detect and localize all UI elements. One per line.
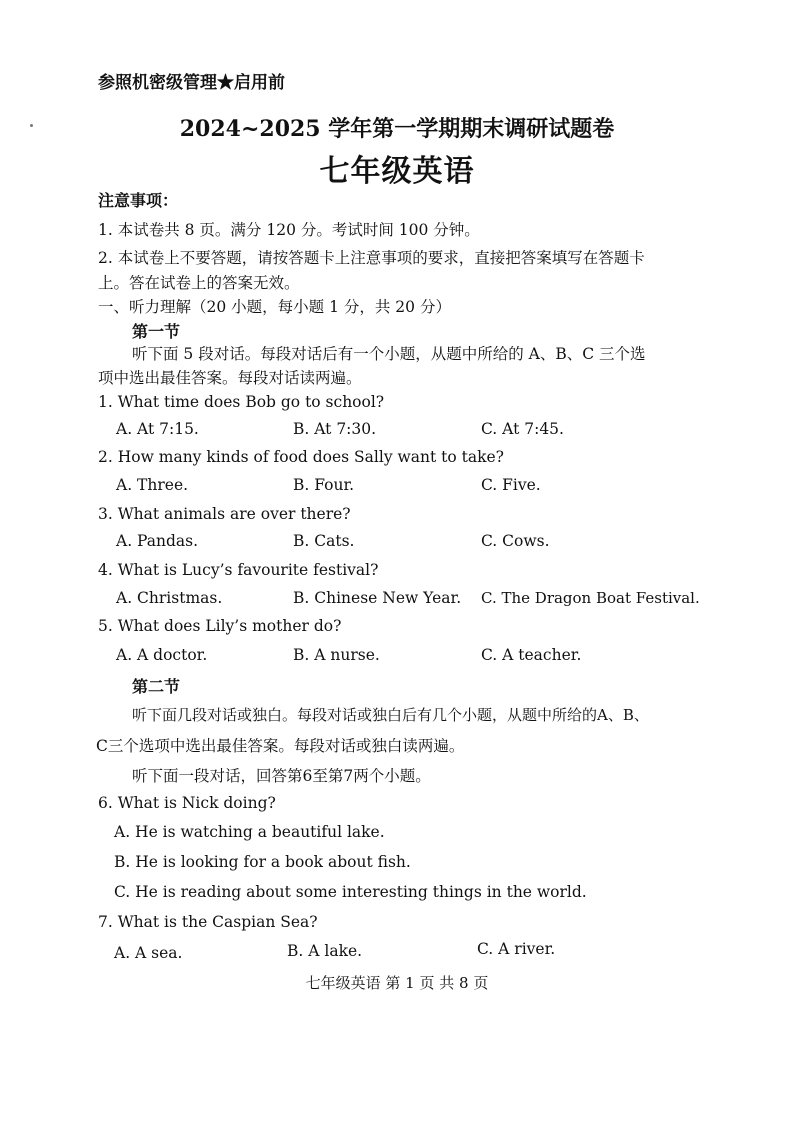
question-7-option-b: B. A lake.: [287, 942, 363, 960]
section2-title: 第二节: [132, 677, 181, 696]
question-1-option-b: B. At 7:30.: [293, 420, 377, 438]
question-1: 1. What time does Bob go to school?: [98, 393, 385, 411]
question-3-option-c: C. Cows.: [481, 532, 550, 550]
page-footer: 七年级英语 第 1 页 共 8 页: [305, 974, 489, 992]
notice-item-1: 1. 本试卷共 8 页。满分 120 分。考试时间 100 分钟。: [98, 221, 480, 239]
question-6-option-a: A. He is watching a beautiful lake.: [114, 823, 385, 841]
question-1-option-c: C. At 7:45.: [481, 420, 564, 438]
question-2-option-c: C. Five.: [481, 476, 541, 494]
notice-item-2-line-1: 2. 本试卷上不要答题，请按答题卡上注意事项的要求，直接把答案填写在答题卡: [98, 249, 645, 267]
question-3-option-b: B. Cats.: [293, 532, 355, 550]
notice-item-2-line-2: 上。答在试卷上的答案无效。: [98, 274, 300, 292]
section2-instruction-line-2: C三个选项中选出最佳答案。每段对话或独白读两遍。: [96, 737, 465, 755]
section1-title: 第一节: [132, 322, 181, 341]
question-6-option-b: B. He is looking for a book about fish.: [114, 853, 411, 871]
section1-instruction-line-1: 听下面 5 段对话。每段对话后有一个小题，从题中所给的 A、B、C 三个选: [132, 345, 646, 363]
question-5-option-b: B. A nurse.: [293, 646, 380, 664]
question-2-option-a: A. Three.: [116, 476, 189, 494]
question-1-option-a: A. At 7:15.: [116, 420, 199, 438]
section2-instruction-line-1: 听下面几段对话或独白。每段对话或独白后有几个小题，从题中所给的A、B、: [132, 706, 649, 724]
question-7-option-c: C. A river.: [477, 940, 556, 958]
question-5-option-c: C. A teacher.: [481, 646, 582, 664]
notice-heading: 注意事项：: [98, 191, 179, 210]
question-4-option-b: B. Chinese New Year.: [293, 589, 462, 607]
question-5: 5. What does Lily’s mother do?: [98, 617, 342, 635]
section1-instruction-line-2: 项中选出最佳答案。每段对话读两遍。: [98, 369, 362, 387]
question-7-option-a: A. A sea.: [114, 944, 183, 962]
question-2-option-b: B. Four.: [293, 476, 355, 494]
question-5-option-a: A. A doctor.: [116, 646, 208, 664]
question-6-option-c: C. He is reading about some interesting things in the world.: [114, 883, 587, 901]
question-4-option-a: A. Christmas.: [116, 589, 223, 607]
exam-subject-title: 七年级英语: [319, 154, 475, 189]
question-3: 3. What animals are over there?: [98, 505, 351, 523]
question-4: 4. What is Lucy’s favourite festival?: [98, 561, 379, 579]
section2-sub-instruction: 听下面一段对话，回答第6至第7两个小题。: [132, 767, 431, 785]
question-7: 7. What is the Caspian Sea?: [98, 913, 318, 931]
question-6: 6. What is Nick doing?: [98, 794, 276, 812]
question-3-option-a: A. Pandas.: [116, 532, 199, 550]
exam-title: 2024~2025 学年第一学期期末调研试题卷: [179, 116, 615, 142]
part1-heading: 一、听力理解（20 小题，每小题 1 分，共 20 分）: [98, 298, 451, 316]
question-4-option-c: C. The Dragon Boat Festival.: [481, 589, 700, 607]
question-2: 2. How many kinds of food does Sally want to take?: [98, 448, 504, 466]
secret-level-label: 参照机密级管理★启用前: [98, 73, 285, 93]
